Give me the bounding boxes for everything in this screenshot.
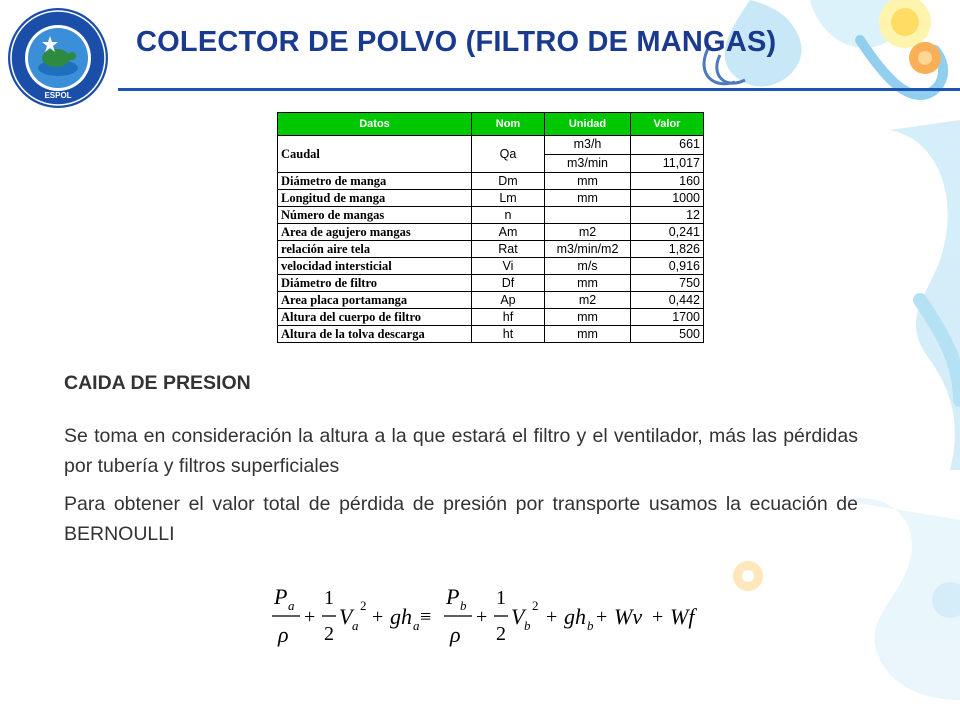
table-row bbox=[278, 207, 704, 224]
cell-dato: velocidad intersticial bbox=[278, 258, 472, 275]
eq-sub: b bbox=[587, 618, 594, 633]
cell-unit: m2 bbox=[545, 224, 631, 241]
eq-p: P bbox=[446, 584, 460, 609]
cell-unit: m/s bbox=[545, 258, 631, 275]
cell-dato: relación aire tela bbox=[278, 241, 472, 258]
cell-value: 11,017 bbox=[631, 154, 704, 173]
cell-nom: n bbox=[472, 207, 545, 224]
table-header-row bbox=[278, 113, 704, 136]
eq-p: P bbox=[274, 584, 288, 609]
cell-dato-caudal: Caudal bbox=[278, 136, 472, 173]
eq-one: 1 bbox=[324, 587, 334, 609]
eq-sq: 2 bbox=[360, 598, 367, 613]
eq-plus: + bbox=[596, 606, 608, 628]
table-row bbox=[278, 224, 704, 241]
eq-sub: a bbox=[352, 618, 359, 633]
eq-v: V bbox=[339, 604, 353, 629]
eq-sub: a bbox=[413, 618, 420, 633]
cell-unit: mm bbox=[545, 275, 631, 292]
eq-g: g bbox=[390, 604, 401, 629]
title-underline bbox=[118, 88, 960, 91]
paragraph-1: Se toma en consideración la altura a la que estará el filtro y el ventilador, más las pérdidas por tubería y filtros superficiales bbox=[64, 425, 858, 477]
cell-unit: m3/min bbox=[545, 154, 631, 173]
cell-dato: Area placa portamanga bbox=[278, 292, 472, 309]
cell-dato: Número de mangas bbox=[278, 207, 472, 224]
cell-dato: Altura del cuerpo de filtro bbox=[278, 309, 472, 326]
cell-dato: Area de agujero mangas bbox=[278, 224, 472, 241]
cell-value: 0,241 bbox=[631, 224, 704, 241]
cell-nom: ht bbox=[472, 326, 545, 343]
cell-nom: Rat bbox=[472, 241, 545, 258]
espol-seal-logo bbox=[6, 6, 110, 110]
section-heading: CAIDA DE PRESION bbox=[64, 372, 251, 394]
cell-value: 1,826 bbox=[631, 241, 704, 258]
bernoulli-equation bbox=[268, 574, 738, 654]
cell-unit: m2 bbox=[545, 292, 631, 309]
cell-value: 160 bbox=[631, 173, 704, 190]
cell-nom: Am bbox=[472, 224, 545, 241]
logo-short-text: ESPOL bbox=[44, 91, 72, 100]
cell-nom: hf bbox=[472, 309, 545, 326]
cell-value: 0,442 bbox=[631, 292, 704, 309]
table-row bbox=[278, 292, 704, 309]
eq-two: 2 bbox=[324, 623, 334, 645]
cell-value: 750 bbox=[631, 275, 704, 292]
cell-unit: mm bbox=[545, 190, 631, 207]
cell-unit bbox=[545, 207, 631, 224]
eq-wf: Wf bbox=[670, 604, 695, 629]
cell-dato: Diámetro de filtro bbox=[278, 275, 472, 292]
cell-value: 1000 bbox=[631, 190, 704, 207]
paragraph-2: Para obtener el valor total de pérdida de presión por transporte usamos la ecuación de BERNOULLI bbox=[64, 493, 858, 545]
cell-dato: Diámetro de manga bbox=[278, 173, 472, 190]
cell-unit: m3/h bbox=[545, 136, 631, 155]
table-row bbox=[278, 309, 704, 326]
eq-g: g bbox=[564, 604, 575, 629]
eq-one: 1 bbox=[496, 587, 506, 609]
table-row bbox=[278, 190, 704, 207]
cell-dato: Altura de la tolva descarga bbox=[278, 326, 472, 343]
eq-wv: Wv bbox=[614, 604, 643, 629]
cell-nom: Df bbox=[472, 275, 545, 292]
eq-rho: ρ bbox=[450, 622, 461, 647]
header-unidad: Unidad bbox=[545, 113, 631, 136]
table-row bbox=[278, 241, 704, 258]
eq-two: 2 bbox=[496, 623, 506, 645]
table-row bbox=[278, 258, 704, 275]
cell-nom-caudal: Qa bbox=[472, 136, 545, 173]
eq-rho: ρ bbox=[278, 622, 289, 647]
eq-h: h bbox=[575, 604, 586, 629]
cell-unit: m3/min/m2 bbox=[545, 241, 631, 258]
eq-plus: + bbox=[372, 606, 384, 628]
cell-value: 500 bbox=[631, 326, 704, 343]
eq-plus: + bbox=[546, 606, 558, 628]
cell-nom: Ap bbox=[472, 292, 545, 309]
table-row bbox=[278, 173, 704, 190]
header-valor: Valor bbox=[631, 113, 704, 136]
eq-sq: 2 bbox=[532, 598, 539, 613]
eq-plus: + bbox=[652, 606, 664, 628]
cell-nom: Lm bbox=[472, 190, 545, 207]
eq-sub: b bbox=[524, 618, 531, 633]
cell-value: 661 bbox=[631, 136, 704, 155]
eq-plus: + bbox=[304, 606, 316, 628]
table-row bbox=[278, 326, 704, 343]
cell-value: 0,916 bbox=[631, 258, 704, 275]
page-title: COLECTOR DE POLVO (FILTRO DE MANGAS) bbox=[136, 26, 777, 58]
cell-unit: mm bbox=[545, 309, 631, 326]
table-row bbox=[278, 275, 704, 292]
cell-unit: mm bbox=[545, 326, 631, 343]
table-row bbox=[278, 136, 704, 155]
cell-nom: Dm bbox=[472, 173, 545, 190]
parameters-table bbox=[277, 112, 704, 343]
cell-value: 1700 bbox=[631, 309, 704, 326]
eq-sub: a bbox=[288, 598, 295, 613]
cell-dato: Longitud de manga bbox=[278, 190, 472, 207]
cell-unit: mm bbox=[545, 173, 631, 190]
eq-plus: + bbox=[476, 606, 488, 628]
cell-nom: Vi bbox=[472, 258, 545, 275]
cell-value: 12 bbox=[631, 207, 704, 224]
eq-h: h bbox=[401, 604, 412, 629]
eq-v: V bbox=[511, 604, 525, 629]
eq-equiv: ≡ bbox=[420, 606, 432, 628]
eq-sub: b bbox=[460, 598, 467, 613]
header-datos: Datos bbox=[278, 113, 472, 136]
header-nom: Nom bbox=[472, 113, 545, 136]
